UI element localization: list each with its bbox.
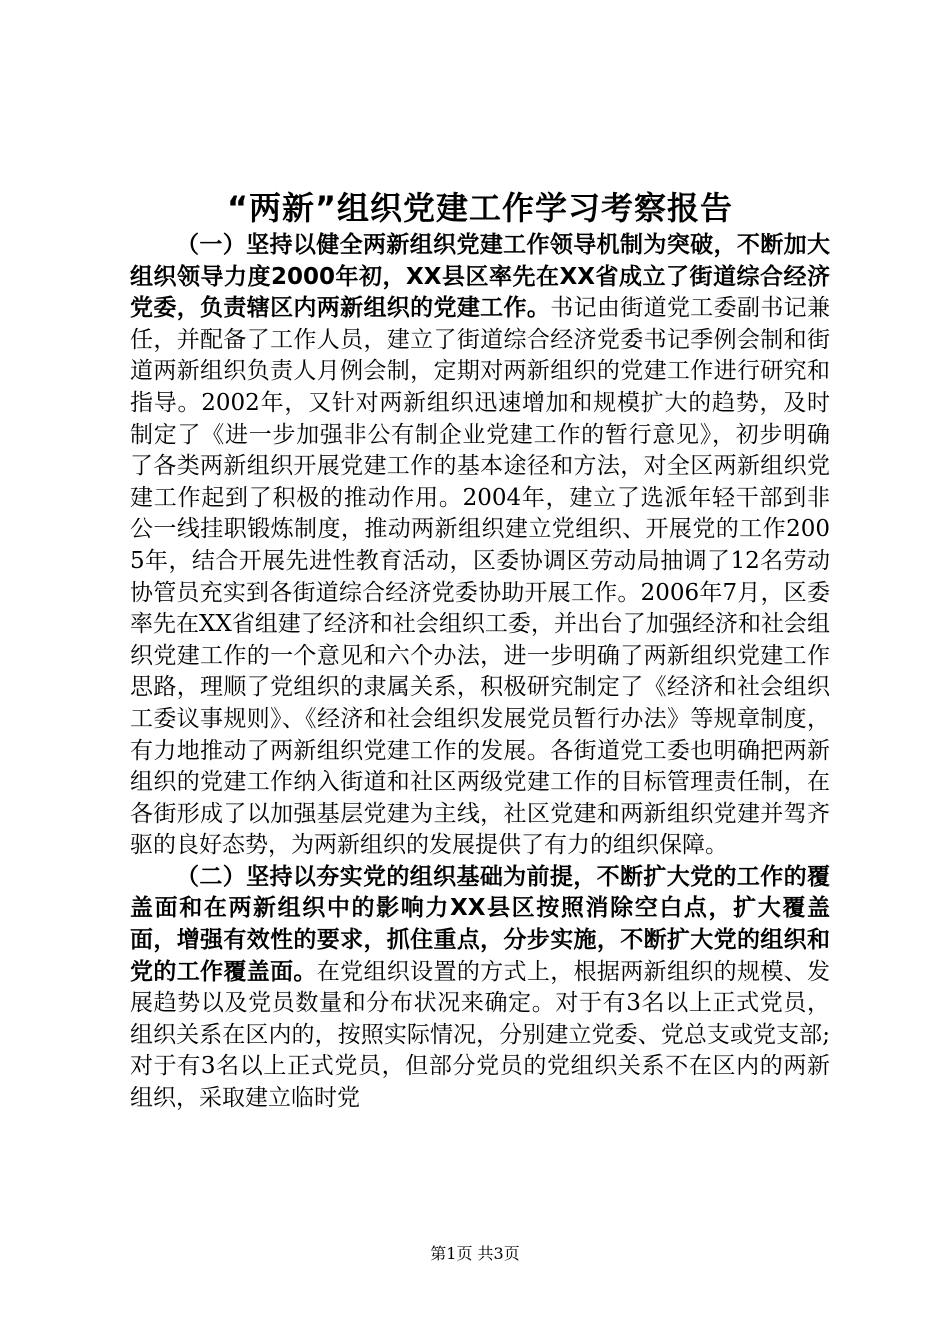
paragraph-1-body: 书记由街道党工委副书记兼任，并配备了工作人员，建立了街道综合经济党委书记季例会制和街道两新组织负责人月例会制，定期对两新组织的党建工作进行研究和指导。2002年，又针对两新组织迅速增加和规模扩大的趋势，及时制定了《进一步加强非公有制企业党建工作的暂行意见》，初步明确了各类两新组织开展党建工作的基本途径和方法，对全区两新组织党建工作起到了积极的推动作用。2004年，建立了选派年轻干部到非公一线挂职锻炼制度，推动两新组织建立党组织、开展党的工作2005年，结合开展先进性教育活动，区委协调区劳动局抽调了12名劳动协管员充实到各街道综合经济党委协助开展工作。2006年7月，区委率先在XX省组建了经济和社会组织工委，并出台了加强经济和社会组织党建工作的一个意见和六个办法，进一步明确了两新组织党建工作思路，理顺了党组织的隶属关系，积极研究制定了《经济和社会组织工委议事规则》、《经济和社会组织发展党员暂行办法》等规章制度，有力地推动了两新组织党建工作的发展。各街道党工委也明确把两新组织的党建工作纳入街道和社区两级党建工作的目标管理责任制，在各街形成了以加强基层党建为主线，社区党建和两新组织党建并驾齐驱的良好态势，为两新组织的发展提供了有力的组织保障。	[130, 295, 831, 859]
paragraph-2-lead: （二）坚持以夯实党的组织基础为前提，不断扩大党的工作的覆盖面和在两新组织中的影响力XX县区按照消除空白点，扩大覆盖面，增强有效性的要求，抓住重点，分步实施，不断扩大党的组织和党的工作覆盖面。	[130, 863, 830, 985]
paragraph-2	[130, 862, 830, 1115]
paragraph-2-body: 在党组织设置的方式上，根据两新组织的规模、发展趋势以及党员数量和分布状况来确定。对于有3名以上正式党员，组织关系在区内的，按照实际情况，分别建立党委、党总支或党支部;对于有3名以上正式党员，但部分党员的党组织关系不在区内的两新组织，采取建立临时党	[130, 958, 831, 1112]
paragraph-1	[130, 230, 830, 862]
page-footer: 第1页 共3页	[430, 1244, 520, 1263]
paragraph-1-lead: （一）坚持以健全两新组织党建工作领导机制为突破，不断加大组织领导力度2000年初，XX县区率先在XX省成立了街道综合经济党委，负责辖区内两新组织的党建工作。	[130, 232, 830, 322]
document-title: “两新”组织党建工作学习考察报告	[226, 189, 734, 227]
document-page	[130, 188, 830, 1115]
